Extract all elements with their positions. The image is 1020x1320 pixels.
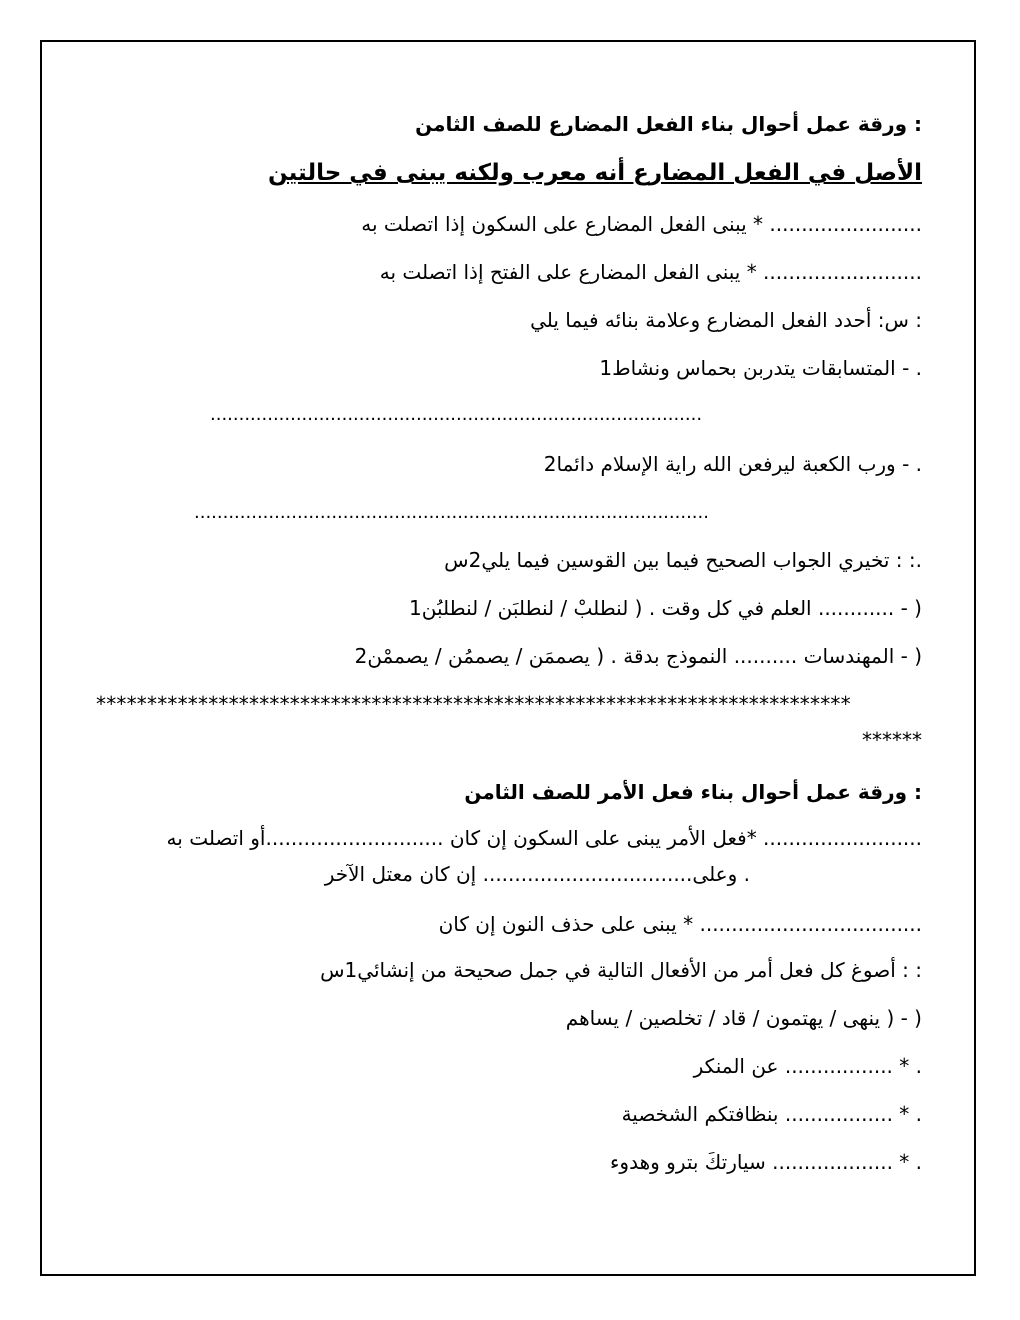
worksheet1-rule2: ......................... * يبنى الفعل المضارع على الفتح إذا اتصلت به <box>379 260 922 284</box>
worksheet1-q1-answer2: .......................................................................................... <box>194 502 709 523</box>
worksheet1-q1-prompt: : س: أحدد الفعل المضارع وعلامة بنائه فيما يلي <box>530 308 922 332</box>
worksheet1-rule1: ........................ * يبنى الفعل المضارع على السكون إذا اتصلت به <box>361 212 922 236</box>
worksheet1-q1-item2: . - ورب الكعبة ليرفعن الله راية الإسلام دائما2 <box>543 452 922 476</box>
separator-stars-tail: ****** <box>862 728 922 752</box>
worksheet2-q1-prompt: : : أصوغ كل فعل أمر من الأفعال التالية في جمل صحيحة من إنشائي1س <box>320 958 922 982</box>
worksheet2-q1-verbs: ( - ( ينهى / يهتمون / قاد / تخلصين / يساهم <box>565 1006 922 1030</box>
worksheet2-q1-item3: . * ................... سيارتكَ بترو وهدوء <box>610 1150 922 1174</box>
worksheet1-q2-prompt: .: : تخيري الجواب الصحيح فيما بين القوسين فيما يلي2س <box>444 548 922 572</box>
worksheet2-rule1-line1: ......................... *فعل الأمر يبنى على السكون إن كان ............................أو اتصلت به <box>166 826 922 850</box>
worksheet1-q1-item1: . - المتسابقات يتدربن بحماس ونشاط1 <box>599 356 922 380</box>
worksheet1-q2-item1: ( - ............ العلم في كل وقت . ( لنطلبْ / لنطلبَن / لنطلبُن1 <box>409 596 922 620</box>
separator-stars: ************************************************************************** <box>96 692 851 716</box>
worksheet2-q1-item2: . * ................. بنظافتكم الشخصية <box>621 1102 922 1126</box>
worksheet2-rule1-line2: . وعلى................................. إن كان معتل الآخر <box>324 862 750 886</box>
worksheet2-rule2: ................................... * يبنى على حذف النون إن كان <box>438 912 922 936</box>
worksheet1-q2-item2: ( - المهندسات .......... النموذج بدقة . ( يصممَن / يصممُن / يصممْن2 <box>354 644 922 668</box>
worksheet1-heading: الأصل في الفعل المضارع أنه معرب ولكنه يبنى في حالتين <box>267 160 922 186</box>
worksheet1-title: : ورقة عمل أحوال بناء الفعل المضارع للصف الثامن <box>415 112 922 136</box>
worksheet2-title: : ورقة عمل أحوال بناء فعل الأمر للصف الثامن <box>464 780 922 804</box>
worksheet2-q1-item1: . * ................. عن المنكر <box>693 1054 922 1078</box>
worksheet1-q1-answer1: ...................................................................................... <box>210 404 703 425</box>
